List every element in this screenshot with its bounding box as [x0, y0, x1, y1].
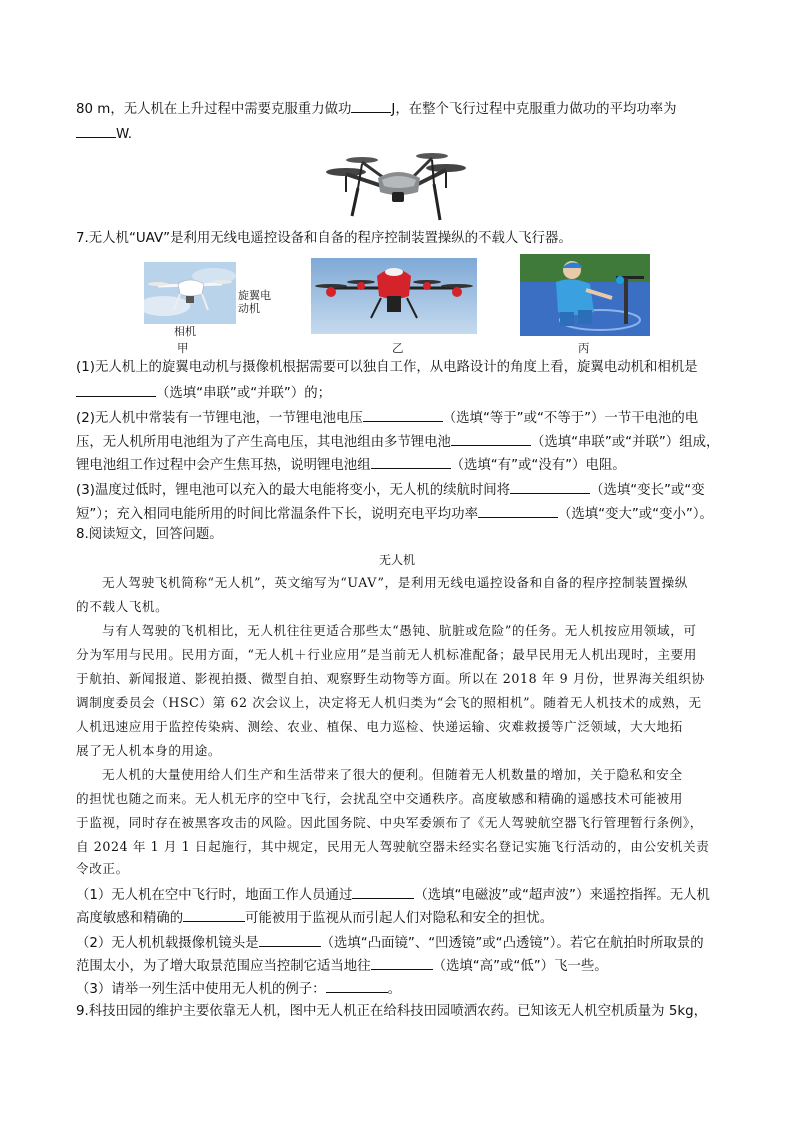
q7-stem: 7.无人机“UAV”是利用无线电遥控设备和自备的程序控制装置操纵的不载人飞行器。: [76, 231, 572, 246]
article-p2-line1: 与有人驾驶的飞机相比，无人机往往更适合那些太“愚钝、肮脏或危险”的任务。无人机按应用领域，可: [102, 623, 697, 638]
q7-1-line1: (1)无人机上的旋翼电动机与摄像机根据需要可以独自工作，从电路设计的角度上看，旋翼电动机和相机是: [76, 360, 698, 375]
q8-2-line1: （2）无人机机载摄像机镜头是 （选填“凸面镜”、“凹透镜”或“凸透镜”）。若它在航拍时所取景的: [76, 932, 704, 954]
q7-1-line2: （选填“串联”或“并联”）的；: [76, 382, 331, 404]
blank-work[interactable]: [351, 98, 391, 113]
article-p1-line1: 无人驾驶飞机简称“无人机”，英文缩写为“UAV”，是利用无线电遥控设备和自备的程序控制装置操纵: [102, 575, 688, 590]
blank-7-2c[interactable]: [371, 454, 451, 469]
article-p2-line6: 展了无人机本身的用途。: [76, 743, 222, 758]
q8-1-line1: （1）无人机在空中飞行时，地面工作人员通过 （选填“电磁波”或“超声波”）来遥控指挥。无人机: [76, 884, 710, 906]
caption-yi: 乙: [392, 341, 404, 355]
q8-2-line2: 范围太小，为了增大取景范围应当控制它适当地往 （选填“高”或“低”）飞一些。: [76, 955, 608, 977]
blank-7-3a[interactable]: [510, 479, 590, 494]
figure-bing-photo: [520, 254, 650, 336]
q7-2-line2: 压，无人机所用电池组为了产生高电压，其电池组由多节锂电池 （选填“串联”或“并联”）组成，: [76, 431, 719, 453]
q6-line1: 80 m，无人机在上升过程中需要克服重力做功 J，在整个飞行过程中克服重力做功的平均功率为: [76, 98, 677, 120]
blank-7-1[interactable]: [76, 382, 156, 397]
article-p3-line1: 无人机的大量使用给人们生产和生活带来了很大的便利。但随着无人机数量的增加，关于隐私和安全: [102, 767, 683, 782]
article-p2-line4: 调制度委员会（HSC）第 62 次会议上，决定将无人机归类为“会飞的照相机”。随着无人机技术的成熟，无: [76, 695, 702, 710]
blank-7-2a[interactable]: [363, 407, 443, 422]
label-camera: 相机: [174, 325, 196, 338]
blank-power[interactable]: [76, 123, 116, 138]
q7-3-line2: 短”）；充入相同电能所用的时间比常温条件下长，说明充电平均功率 （选填“变大”或“变小”）。: [76, 503, 713, 525]
figure-jia-photo: [144, 262, 236, 324]
article-p3-line4: 自 2024 年 1 月 1 日起施行，其中规定，民用无人驾驶航空器未经实名登记实施飞行活动的，由公安机关责: [76, 839, 710, 854]
article-p3-line3: 于监视，同时存在被黑客攻击的风险。因此国务院、中央军委颁布了《无人驾驶航空器飞行管理暂行条例》，: [76, 815, 703, 830]
q7-3-line1: (3)温度过低时，锂电池可以充入的最大电能将变小，无人机的续航时间将 （选填“变长”或“变: [76, 479, 705, 501]
caption-jia: 甲: [177, 341, 189, 355]
blank-8-1b[interactable]: [183, 907, 245, 922]
q8-stem: 8.阅读短文，回答问题。: [76, 527, 223, 542]
article-title: 无人机: [378, 553, 415, 567]
blank-8-2a[interactable]: [259, 932, 321, 947]
article-p2-line2: 分为军用与民用。民用方面，“无人机＋行业应用”是当前无人机标准配备；最早民用无人机出现时，主要用: [76, 647, 697, 662]
article-p1-line2: 的不载人飞机。: [76, 599, 169, 614]
drone-figure: [322, 148, 468, 224]
article-p3-line2: 的担忧也随之而来。无人机无序的空中飞行，会扰乱空中交通秩序。高度敏感和精确的遥感技术可能被用: [76, 791, 683, 806]
article-p2-line5: 人机迅速应用于监控传染病、测绘、农业、植保、电力巡检、快递运输、灾难救援等广泛领域，大大地拓: [76, 719, 683, 734]
blank-7-2b[interactable]: [451, 431, 531, 446]
q8-1-line2: 高度敏感和精确的 可能被用于监视从而引起人们对隐私和安全的担忧。: [76, 907, 553, 929]
blank-7-3b[interactable]: [478, 503, 558, 518]
article-p2-line3: 于航拍、新闻报道、影视拍摄、微型自拍、观察野生动物等方面。所以在 2018 年 9 月份，世界海关组织协: [76, 671, 705, 686]
caption-bing: 丙: [578, 341, 590, 355]
figure-yi-photo: [311, 258, 477, 334]
q9-stem: 9.科技田园的维护主要依靠无人机，图中无人机正在给科技田园喷洒农药。已知该无人机空机质量为 5kg，: [76, 1004, 707, 1019]
q7-2-line1: (2)无人机中常装有一节锂电池，一节锂电池电压 （选填“等于”或“不等于”）一节干电池的电: [76, 407, 698, 429]
label-rotor-motor: 旋翼电动机: [238, 289, 271, 315]
q8-3-line: （3）请举一列生活中使用无人机的例子： 。: [76, 978, 401, 1000]
blank-8-1a[interactable]: [352, 884, 414, 899]
blank-8-2b[interactable]: [371, 955, 433, 970]
q7-2-line3: 锂电池组工作过程中会产生焦耳热，说明锂电池组 （选填“有”或“没有”）电阻。: [76, 454, 626, 476]
article-p3-line5: 令改正。: [76, 861, 129, 876]
blank-8-3[interactable]: [326, 978, 388, 993]
q6-line2: W.: [76, 123, 132, 145]
